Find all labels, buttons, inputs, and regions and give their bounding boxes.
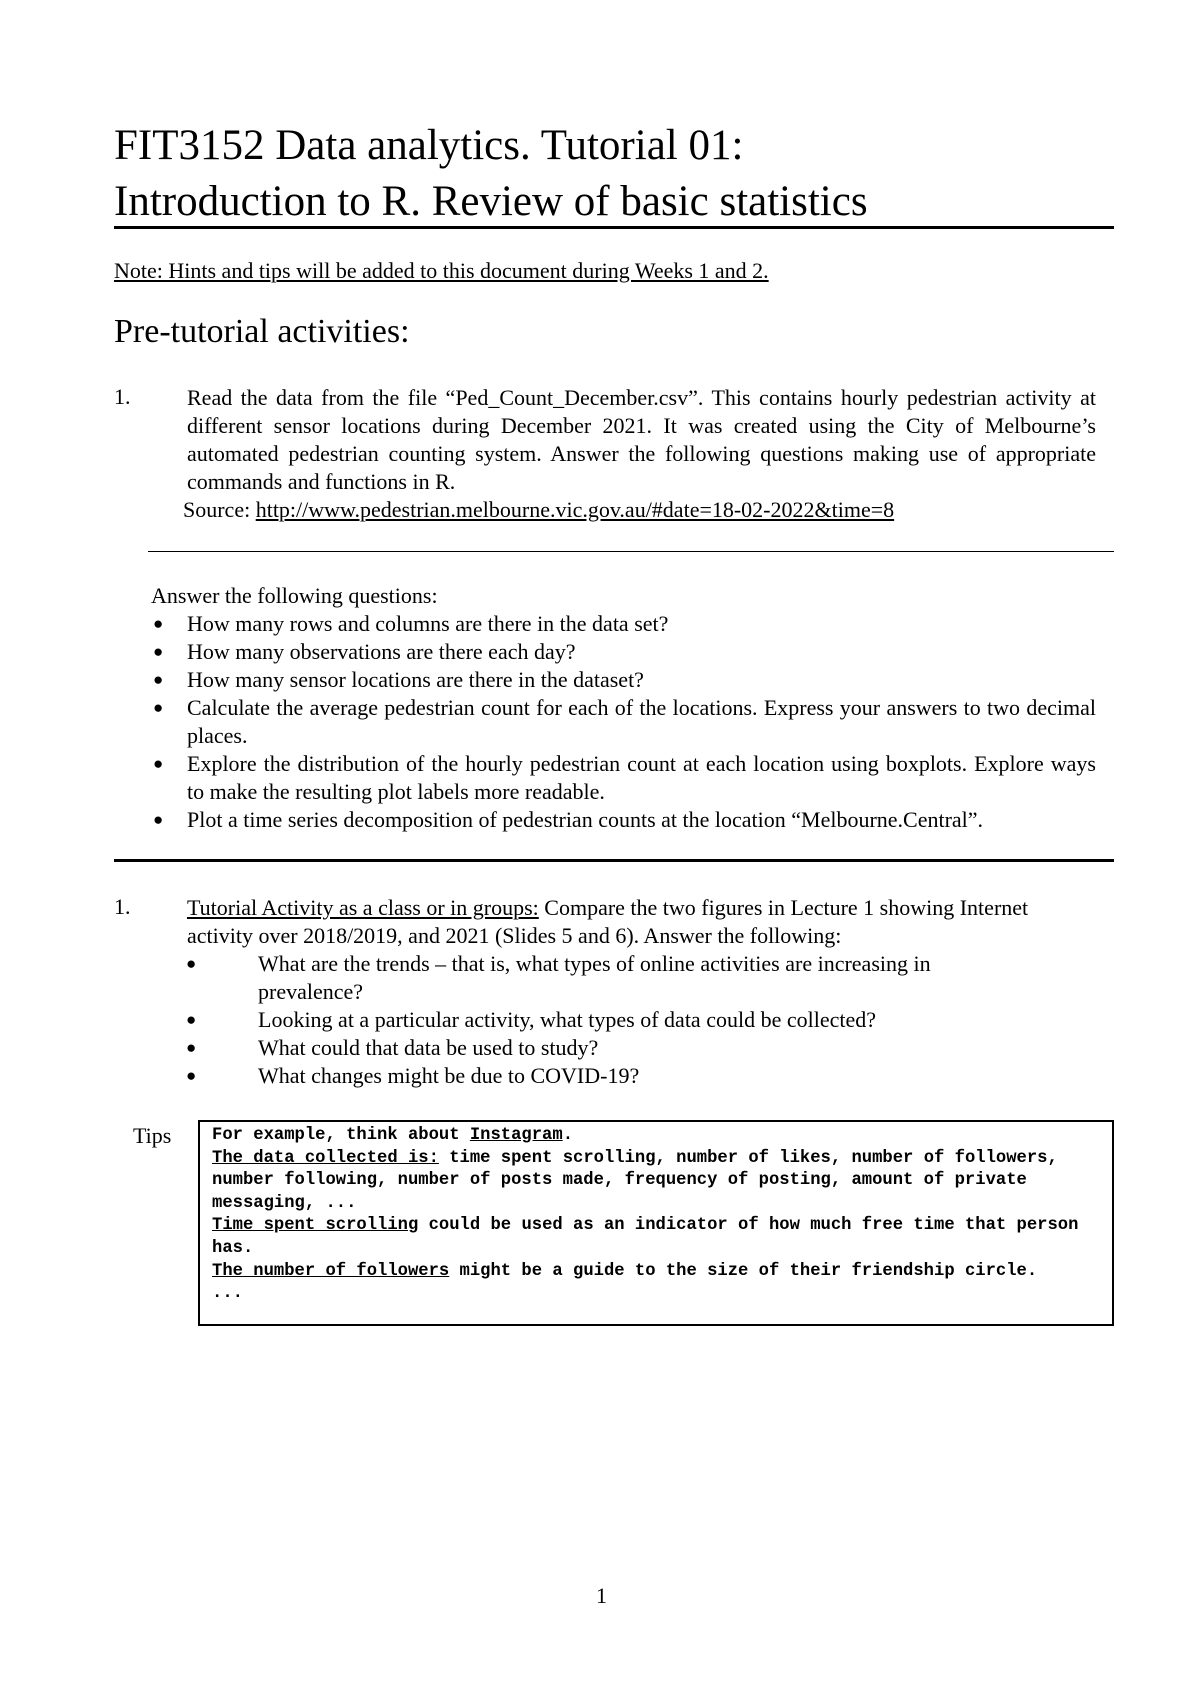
tutorial-question-item: What could that data be used to study? <box>258 1035 599 1060</box>
tips-text: . <box>562 1126 574 1145</box>
tips-line-2 <box>212 1148 1102 1216</box>
tutorial-activity-body: Compare the two figures in Lecture 1 showing Internet activity over 2018/2019, and 2021 (Slides 5 and 6). Answer the following: <box>187 895 1029 948</box>
note: Note: Hints and tips will be added to this document during Weeks 1 and 2. <box>114 258 769 283</box>
tips-emphasis: Instagram <box>469 1126 563 1145</box>
bullet-icon: ● <box>186 954 197 973</box>
question-item: How many rows and columns are there in the data set? <box>187 611 669 636</box>
title-rule <box>114 226 1114 229</box>
section-divider-1 <box>148 551 1114 552</box>
tips-line-4 <box>212 1261 1102 1284</box>
tutorial-question-item: Looking at a particular activity, what types of data could be collected? <box>258 1007 876 1032</box>
tips-box <box>198 1120 1114 1326</box>
title-line-1: FIT3152 Data analytics. Tutorial 01: <box>114 122 744 169</box>
tutorial-item-number: 1. <box>114 894 131 919</box>
document-title <box>114 118 868 230</box>
tips-line-3 <box>212 1215 1102 1260</box>
source-label: Source: <box>183 497 256 522</box>
questions-intro: Answer the following questions: <box>151 583 438 608</box>
page-number: 1 <box>596 1583 607 1608</box>
bullet-icon: ● <box>153 698 164 717</box>
tips-label: Tips <box>133 1123 172 1148</box>
bullet-icon: ● <box>153 810 164 829</box>
question-item: How many observations are there each day? <box>187 639 576 664</box>
question-item: Plot a time series decomposition of pedestrian counts at the location “Melbourne.Central”. <box>187 807 984 832</box>
bullet-icon: ● <box>186 1066 197 1085</box>
bullet-icon: ● <box>153 754 164 773</box>
tips-emphasis: The number of followers <box>212 1261 450 1281</box>
source-link[interactable]: http://www.pedestrian.melbourne.vic.gov.au/#date=18-02-2022&time=8 <box>255 497 895 522</box>
tutorial-question-item: What changes might be due to COVID-19? <box>258 1063 640 1088</box>
tips-line-5: ... <box>212 1284 243 1304</box>
tips-text: might be a guide to the size of their friendship circle. <box>449 1261 1038 1281</box>
tips-text: time spent scrolling, number of likes, number of followers, number following, number of posts made, frequency of posting, amount of private messaging, ... <box>212 1148 1058 1213</box>
pre-tutorial-item-number: 1. <box>114 384 131 409</box>
tips-emphasis: Time spent scrolling <box>212 1216 419 1236</box>
source-line <box>183 496 894 524</box>
tips-text: could be used as an indicator of how much free time that person has. <box>212 1216 1079 1258</box>
bullet-icon: ● <box>153 670 164 689</box>
tips-emphasis: The data collected is: <box>212 1148 439 1168</box>
tips-text: For example, think about <box>212 1126 470 1145</box>
section-divider-2 <box>114 859 1114 862</box>
question-item: Calculate the average pedestrian count for each of the locations. Express your answers to two decimal places. <box>187 695 1096 748</box>
tutorial-activity-label: Tutorial Activity as a class or in groups: <box>187 895 539 920</box>
bullet-icon: ● <box>186 1010 197 1029</box>
title-line-2: Introduction to R. Review of basic statistics <box>114 178 868 225</box>
question-item: Explore the distribution of the hourly pedestrian count at each location using boxplots. Explore ways to make the resulting plot labels more readable. <box>187 751 1096 804</box>
bullet-icon: ● <box>186 1038 197 1057</box>
tips-line-1 <box>212 1125 1102 1148</box>
question-item: How many sensor locations are there in the dataset? <box>187 667 644 692</box>
pre-tutorial-heading: Pre-tutorial activities: <box>114 313 410 350</box>
bullet-icon: ● <box>153 614 164 633</box>
tutorial-question-item: What are the trends – that is, what types of online activities are increasing in prevalence? <box>258 951 931 1004</box>
tutorial-activity-text <box>187 894 1057 950</box>
bullet-icon: ● <box>153 642 164 661</box>
pre-tutorial-paragraph: Read the data from the file “Ped_Count_December.csv”. This contains hourly pedestrian activity at different sensor locations during December 2021. It was created using the City of Melbourne’s automated pedestrian counting system. Answer the following questions making use of appropriate commands and functions in R. <box>187 385 1096 494</box>
